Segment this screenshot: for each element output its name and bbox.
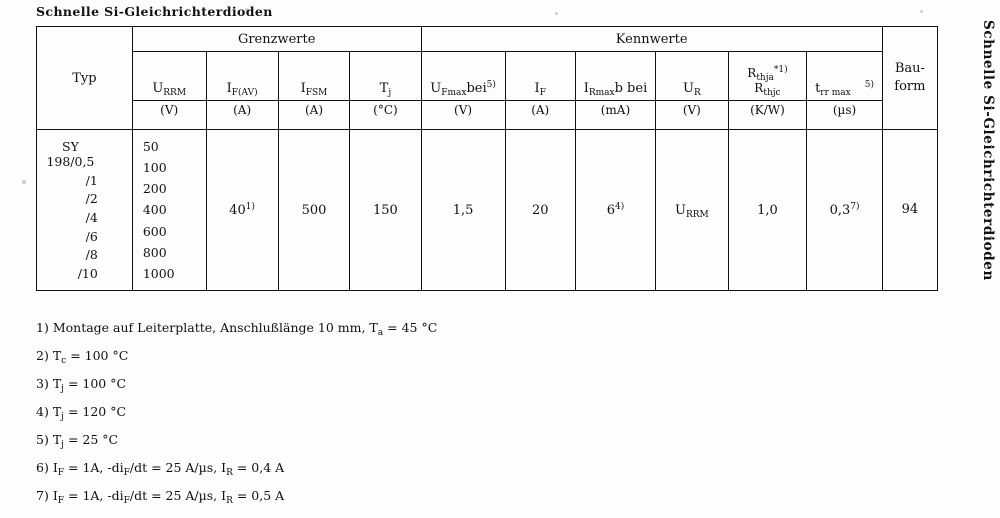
footnote-5 [36,434,676,462]
footnote-7-tail3: = 0,5 A [232,488,285,503]
header-typ: Typ [37,27,133,130]
footnote-3-text: T [52,376,62,391]
header-symbol-urrm: $U_{RRM}$ [132,52,206,101]
header-symbol-irmax: $I_{Rmax}b$ bei [575,52,655,101]
irmax-value: 6 [606,202,615,218]
header-bauform-line1: Bau- [894,61,925,77]
footnote-4-num: 4) [36,404,49,419]
footnote-2-sub: c [61,356,67,366]
cell-bauform: 94 [882,130,937,291]
footnote-6-tail: = 1A, -di [64,460,124,475]
footnote-4-tail: = 120 °C [63,404,127,419]
table-row [37,130,938,291]
header-symbol-trr: $t_{rr max}^{5)}$ [807,52,883,101]
footnote-7-tail2: /dt = 25 A/µs, I [129,488,227,503]
footnote-1-sub: a [377,328,384,338]
cell-if: 20 [505,130,575,291]
urrm-item: 800 [142,244,167,260]
cell-ifav [206,130,278,291]
header-symbol-ifsm: $I_{FSM}$ [278,52,350,101]
specification-table [36,26,938,291]
footnote-7-num: 7) [36,488,49,503]
unit-tj: (°C) [350,101,421,130]
irmax-footnote-ref: 4) [614,201,625,212]
header-symbol-if: $I_F$ [505,52,575,101]
footnote-7-sub3: R [226,496,233,506]
footnote-7-sub: F [57,496,65,506]
footnote-7-sub2: F [123,496,130,506]
footnote-6-num: 6) [36,460,49,475]
cell-urrm-list [132,130,206,291]
footnote-2-num: 2) [36,348,49,363]
header-symbol-ufmax: $U_{Fmax}bei^{5)}$ [421,52,505,101]
footnote-4-text: T [52,404,62,419]
unit-ifsm: (A) [278,101,350,130]
type-item: SY 198/0,5 [46,139,95,169]
footnote-6-text: I [52,460,58,475]
footnote-4-sub: j [61,412,64,422]
urrm-item: 400 [142,202,167,218]
footnote-7 [36,490,676,518]
footnote-2-tail: = 100 °C [66,348,129,363]
footnote-1 [36,322,676,350]
cell-type-list [37,130,133,291]
footnote-1-tail: = 45 °C [383,320,438,335]
header-symbol-ur: $U_R$ [656,52,729,101]
footnote-5-num: 5) [36,432,49,447]
trr-footnote-ref: 7) [850,201,860,212]
footnote-6-tail2: /dt = 25 A/µs, I [129,460,227,475]
unit-ur: (V) [656,101,729,130]
cell-rth: 1,0 [728,130,807,291]
footnote-3-tail: = 100 °C [63,376,127,391]
footnote-6-sub3: R [226,468,233,478]
footnote-6-tail3: = 0,4 A [232,460,285,475]
footnote-2-text: T [52,348,62,363]
footnote-3 [36,378,676,406]
footnote-3-num: 3) [36,376,49,391]
header-symbol-ifav: $I_{F(AV)}$ [206,52,278,101]
ur-value-sub: RRM [685,209,709,220]
cell-ur [656,130,729,291]
table-header-unit-row [37,101,938,130]
footnote-5-tail: = 25 °C [63,432,119,447]
type-item: /1 [85,172,98,188]
unit-if: (A) [505,101,575,130]
cell-ufmax: 1,5 [421,130,505,291]
scan-speck [920,10,923,13]
footnote-5-text: T [52,432,62,447]
type-item: /10 [77,265,98,281]
footnote-6-sub: F [57,468,65,478]
header-grenzwerte: Grenzwerte [132,27,421,52]
footnote-6-sub2: F [123,468,130,478]
cell-tj: 150 [350,130,421,291]
unit-urrm: (V) [132,101,206,130]
table-header-symbol-row [37,52,938,101]
unit-irmax: (mA) [575,101,655,130]
urrm-item: 1000 [142,265,175,281]
footnote-4 [36,406,676,434]
header-symbol-tj: $T_j$ [350,52,421,101]
table-header-group-row [37,27,938,52]
footnote-5-sub: j [61,440,64,450]
urrm-item: 200 [142,181,167,197]
unit-rth: (K/W) [728,101,807,130]
footnote-6 [36,462,676,490]
footnote-7-tail: = 1A, -di [64,488,124,503]
urrm-item: 50 [142,139,159,154]
cell-irmax [575,130,655,291]
header-kennwerte: Kennwerte [421,27,882,52]
ifav-value: 40 [229,202,246,218]
footnote-7-text: I [52,488,58,503]
header-symbol-rth: $R_{thja}^{*1)}$ $R_{thjc}$ [728,52,807,101]
footnotes [36,322,676,518]
ifav-footnote-ref: 1) [245,201,256,212]
footnote-1-num: 1) [36,320,49,335]
urrm-item: 600 [142,223,167,239]
footnote-3-sub: j [61,384,64,394]
cell-trr [807,130,883,291]
footnote-2 [36,350,676,378]
urrm-item: 100 [142,160,167,176]
unit-ifav: (A) [206,101,278,130]
scan-speck [22,180,26,184]
type-item: /2 [85,191,98,207]
unit-ufmax: (V) [421,101,505,130]
footnote-1-text: Montage auf Leiterplatte, Anschlußlänge 10 mm, T [52,320,378,335]
ur-value-main: U [674,202,686,218]
unit-trr: (µs) [807,101,883,130]
page-title: Schnelle Si-Gleichrichterdioden [36,4,273,19]
header-bauform-line2: form [894,79,926,94]
scan-speck [555,12,558,15]
type-item: /8 [85,247,98,263]
type-item: /6 [85,228,98,244]
cell-ifsm: 500 [278,130,350,291]
header-bauform [882,27,937,130]
type-item: /4 [85,209,98,225]
trr-value: 0,3 [829,202,851,218]
side-running-title: Schnelle Si-Gleichrichterdioden [980,20,996,281]
